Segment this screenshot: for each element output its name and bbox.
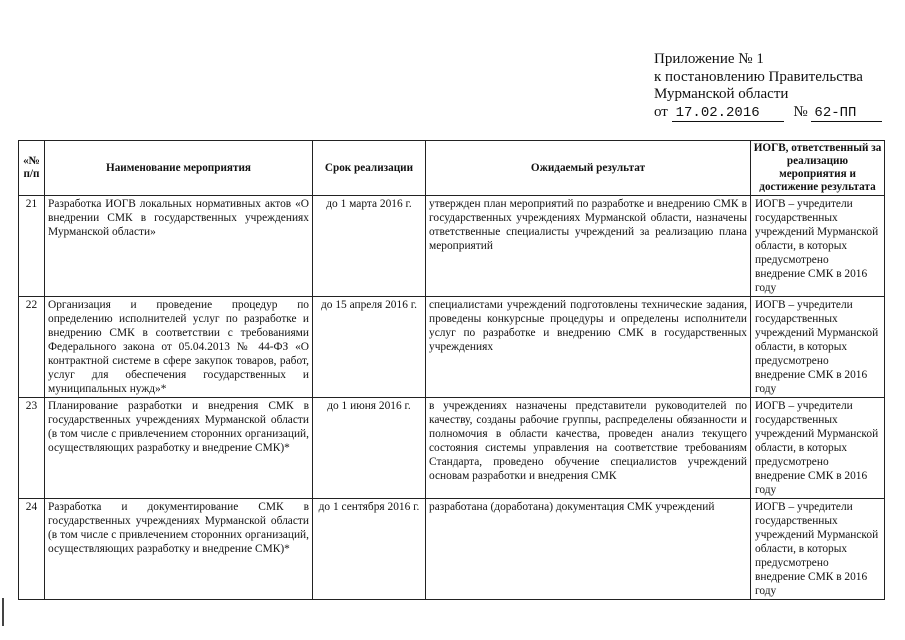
row-responsible: ИОГВ – учредители государственных учреждений Мурманской области, в которых предусмотрено внедрение СМК в 2016 году [751, 196, 885, 297]
number-label: № [793, 103, 808, 120]
resolution-date: 17.02.2016 [672, 105, 784, 122]
table-row [19, 499, 885, 600]
table-header-row [19, 141, 885, 196]
row-result: в учреждениях назначены представители руководителей по качеству, созданы рабочие группы, распределены обязанности и полномочия в области качества, проведен анализ текущего состояния системы управления на соответствие требованиям Стандарта, проведено обучение специалистов учреждений основам разработки и внедрения СМК [426, 398, 751, 499]
row-result: утвержден план мероприятий по разработке и внедрению СМК в государственных учреждениях Мурманской области, назначены ответственные специалисты учреждений за реализацию плана мероприятий [426, 196, 751, 297]
row-measure-name: Планирование разработки и внедрения СМК в государственных учреждениях Мурманской области (в том числе с привлечением сторонних организаций, осуществляющих разработку и внедрение СМК)* [45, 398, 313, 499]
row-responsible: ИОГВ – учредители государственных учреждений Мурманской области, в которых предусмотрено внедрение СМК в 2016 году [751, 499, 885, 600]
row-responsible: ИОГВ – учредители государственных учреждений Мурманской области, в которых предусмотрено внедрение СМК в 2016 году [751, 297, 885, 398]
measures-table [18, 140, 885, 600]
row-measure-name: Разработка и документирование СМК в государственных учреждениях Мурманской области (в том числе с привлечением сторонних организаций, осуществляющих разработку и внедрение СМК)* [45, 499, 313, 600]
row-responsible: ИОГВ – учредители государственных учреждений Мурманской области, в которых предусмотрено внедрение СМК в 2016 году [751, 398, 885, 499]
header-num: «№ п/п [19, 141, 45, 196]
row-result: специалистами учреждений подготовлены технические задания, проведены конкурсные процедуры и определены исполнители услуг по разработке и внедрению СМК в государственных учреждениях [426, 297, 751, 398]
row-result: разработана (доработана) документация СМК учреждений [426, 499, 751, 600]
row-number: 22 [19, 297, 45, 398]
header-term: Срок реализации [313, 141, 426, 196]
row-term: до 1 июня 2016 г. [313, 398, 426, 499]
header-name: Наименование мероприятия [45, 141, 313, 196]
scan-margin-mark [2, 598, 4, 626]
header-result: Ожидаемый результат [426, 141, 751, 196]
appendix-header [654, 51, 882, 122]
row-measure-name: Организация и проведение процедур по определению исполнителей услуг по разработке и внедрению СМК в соответствии с требованиями Федерального закона от 05.04.2013 № 44-ФЗ «О контрактной системе в сфере закупок товаров, работ, услуг для обеспечения государственных и муниципальных нужд»* [45, 297, 313, 398]
row-measure-name: Разработка ИОГВ локальных нормативных актов «О внедрении СМК в государственных учреждениях Мурманской области» [45, 196, 313, 297]
resolution-number: 62-ПП [811, 105, 882, 122]
row-number: 23 [19, 398, 45, 499]
appendix-date-number-line [654, 104, 882, 122]
appendix-title: Приложение № 1 [654, 51, 764, 67]
appendix-resolution-line: к постановлению Правительства [654, 68, 863, 85]
table-row [19, 398, 885, 499]
row-number: 21 [19, 196, 45, 297]
row-term: до 1 сентября 2016 г. [313, 499, 426, 600]
from-label: от [654, 103, 668, 120]
table-row [19, 196, 885, 297]
row-number: 24 [19, 499, 45, 600]
header-responsible: ИОГВ, ответственный за реализацию мероприятия и достижение результата [751, 141, 885, 196]
row-term: до 1 марта 2016 г. [313, 196, 426, 297]
table-row [19, 297, 885, 398]
row-term: до 15 апреля 2016 г. [313, 297, 426, 398]
appendix-region-line: Мурманской области [654, 86, 789, 102]
